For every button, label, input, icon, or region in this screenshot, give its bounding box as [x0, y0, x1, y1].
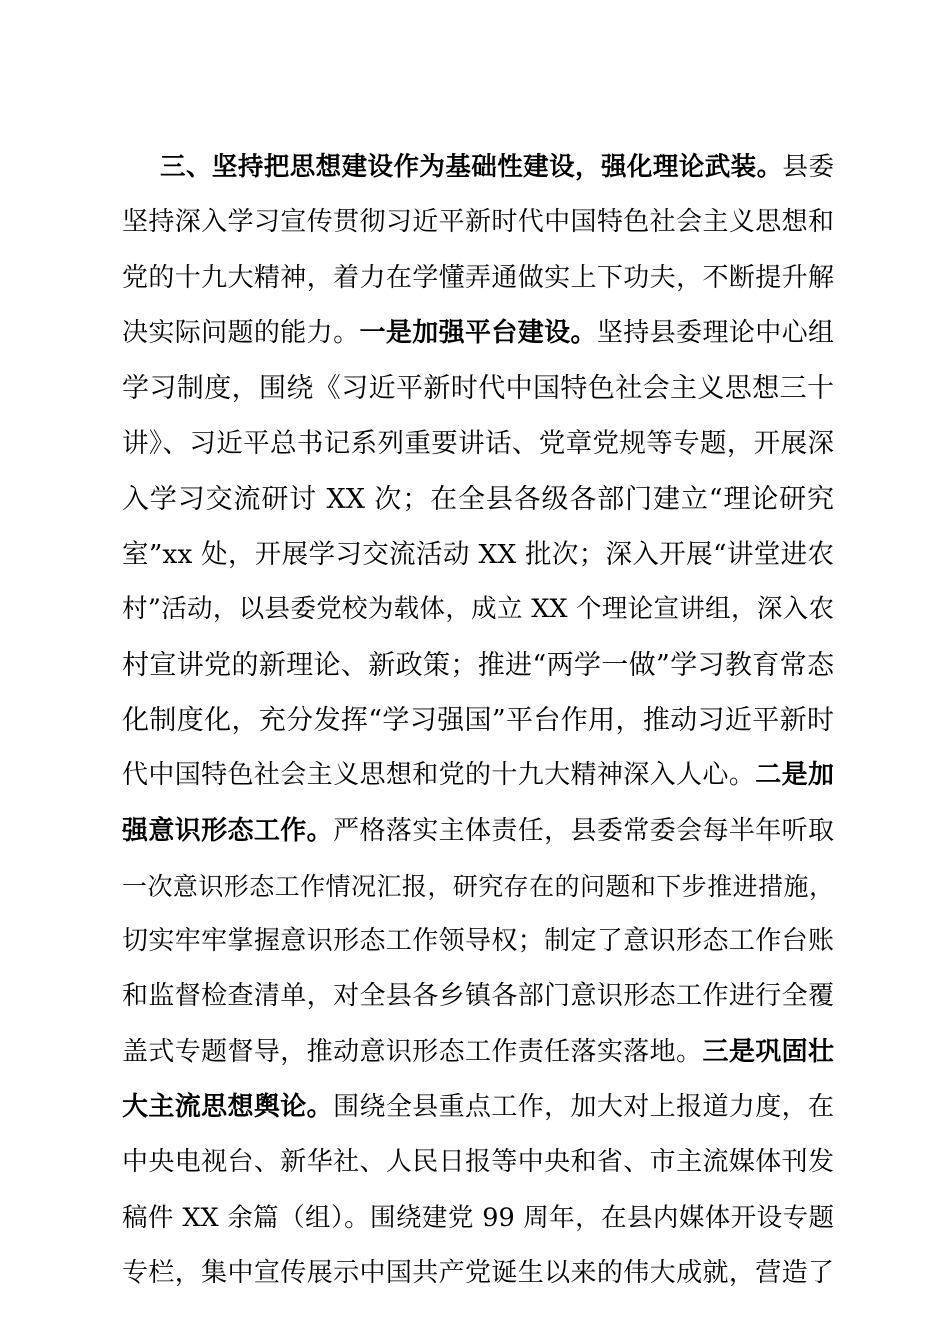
text-line — [122, 472, 834, 527]
text-line — [122, 1025, 834, 1080]
text-line — [122, 804, 834, 859]
body-text: 代中国特色社会主义思想和党的十九大精神深入人心。 — [122, 760, 756, 791]
body-text: 坚持深入学习宣传贯彻习近平新时代中国特色社会主义思想和 — [122, 207, 834, 238]
text-line — [122, 195, 834, 250]
text-line — [122, 582, 834, 637]
body-text: 围绕全县重点工作，加大对上报道力度，在 — [333, 1092, 834, 1123]
body-text: 县委 — [782, 152, 834, 182]
text-line — [122, 859, 834, 914]
text-line — [122, 1191, 834, 1246]
text-line — [122, 361, 834, 416]
bold-heading-text: 三是巩固壮 — [702, 1036, 834, 1067]
body-text: 专栏，集中宣传展示中国共产党诞生以来的伟大成就，营造了 — [122, 1257, 834, 1288]
document-body-text — [122, 140, 834, 1301]
text-line — [122, 1080, 834, 1135]
text-line — [122, 638, 834, 693]
body-text: 决实际问题的能力。 — [122, 317, 360, 348]
bold-heading-text: 二是加 — [755, 760, 834, 791]
body-text: 讲》、习近平总书记系列重要讲话、党章党规等专题，开展深 — [122, 428, 834, 460]
text-line — [122, 251, 834, 306]
bold-heading-text: 强意识形态工作。 — [122, 815, 334, 846]
bold-heading-text: 一是加强平台建设。 — [359, 317, 597, 348]
text-line — [122, 416, 834, 471]
text-line — [122, 748, 834, 803]
body-text: 室”xx 处，开展学习交流活动 XX 批次；深入开展“讲堂进农 — [122, 539, 834, 571]
text-line — [122, 969, 834, 1024]
body-text: 一次意识形态工作情况汇报，研究存在的问题和下步推进措施， — [122, 871, 834, 901]
text-line — [122, 693, 834, 748]
body-text: 稿件 XX 余篇（组）。围绕建党 99 周年，在县内媒体开设专题 — [122, 1202, 834, 1233]
text-line — [122, 1246, 834, 1301]
body-text: 严格落实主体责任，县委常委会每半年听取 — [333, 815, 834, 846]
body-text: 入学习交流研讨 XX 次；在全县各级各部门建立“理论研究 — [122, 483, 834, 515]
text-line — [122, 527, 834, 582]
body-text: 学习制度，围绕《习近平新时代中国特色社会主义思想三十 — [122, 373, 834, 405]
body-text: 村”活动，以县委党校为载体，成立 XX 个理论宣讲组，深入农 — [122, 594, 834, 625]
text-line — [122, 306, 834, 361]
body-text: 坚持县委理论中心组 — [596, 317, 834, 348]
text-line — [122, 914, 834, 969]
text-line — [122, 140, 834, 195]
body-text: 中央电视台、新华社、人民日报等中央和省、市主流媒体刊发 — [122, 1147, 834, 1178]
body-text: 化制度化，充分发挥“学习强国”平台作用，推动习近平新时 — [122, 704, 834, 736]
bold-heading-text: 大主流思想舆论。 — [122, 1092, 334, 1123]
body-text: 和监督检查清单，对全县各乡镇各部门意识形态工作进行全覆 — [122, 981, 834, 1012]
body-text: 党的十九大精神，着力在学懂弄通做实上下功夫，不断提升解 — [122, 262, 834, 293]
body-text: 盖式专题督导，推动意识形态工作责任落实落地。 — [122, 1036, 703, 1067]
bold-heading-text: 三、坚持把思想建设作为基础性建设，强化理论武装。 — [160, 152, 783, 182]
body-text: 切实牢牢掌握意识形态工作领导权；制定了意识形态工作台账 — [122, 926, 834, 957]
body-text: 村宣讲党的新理论、新政策；推进“两学一做”学习教育常态 — [122, 649, 834, 681]
text-line — [122, 1135, 834, 1190]
